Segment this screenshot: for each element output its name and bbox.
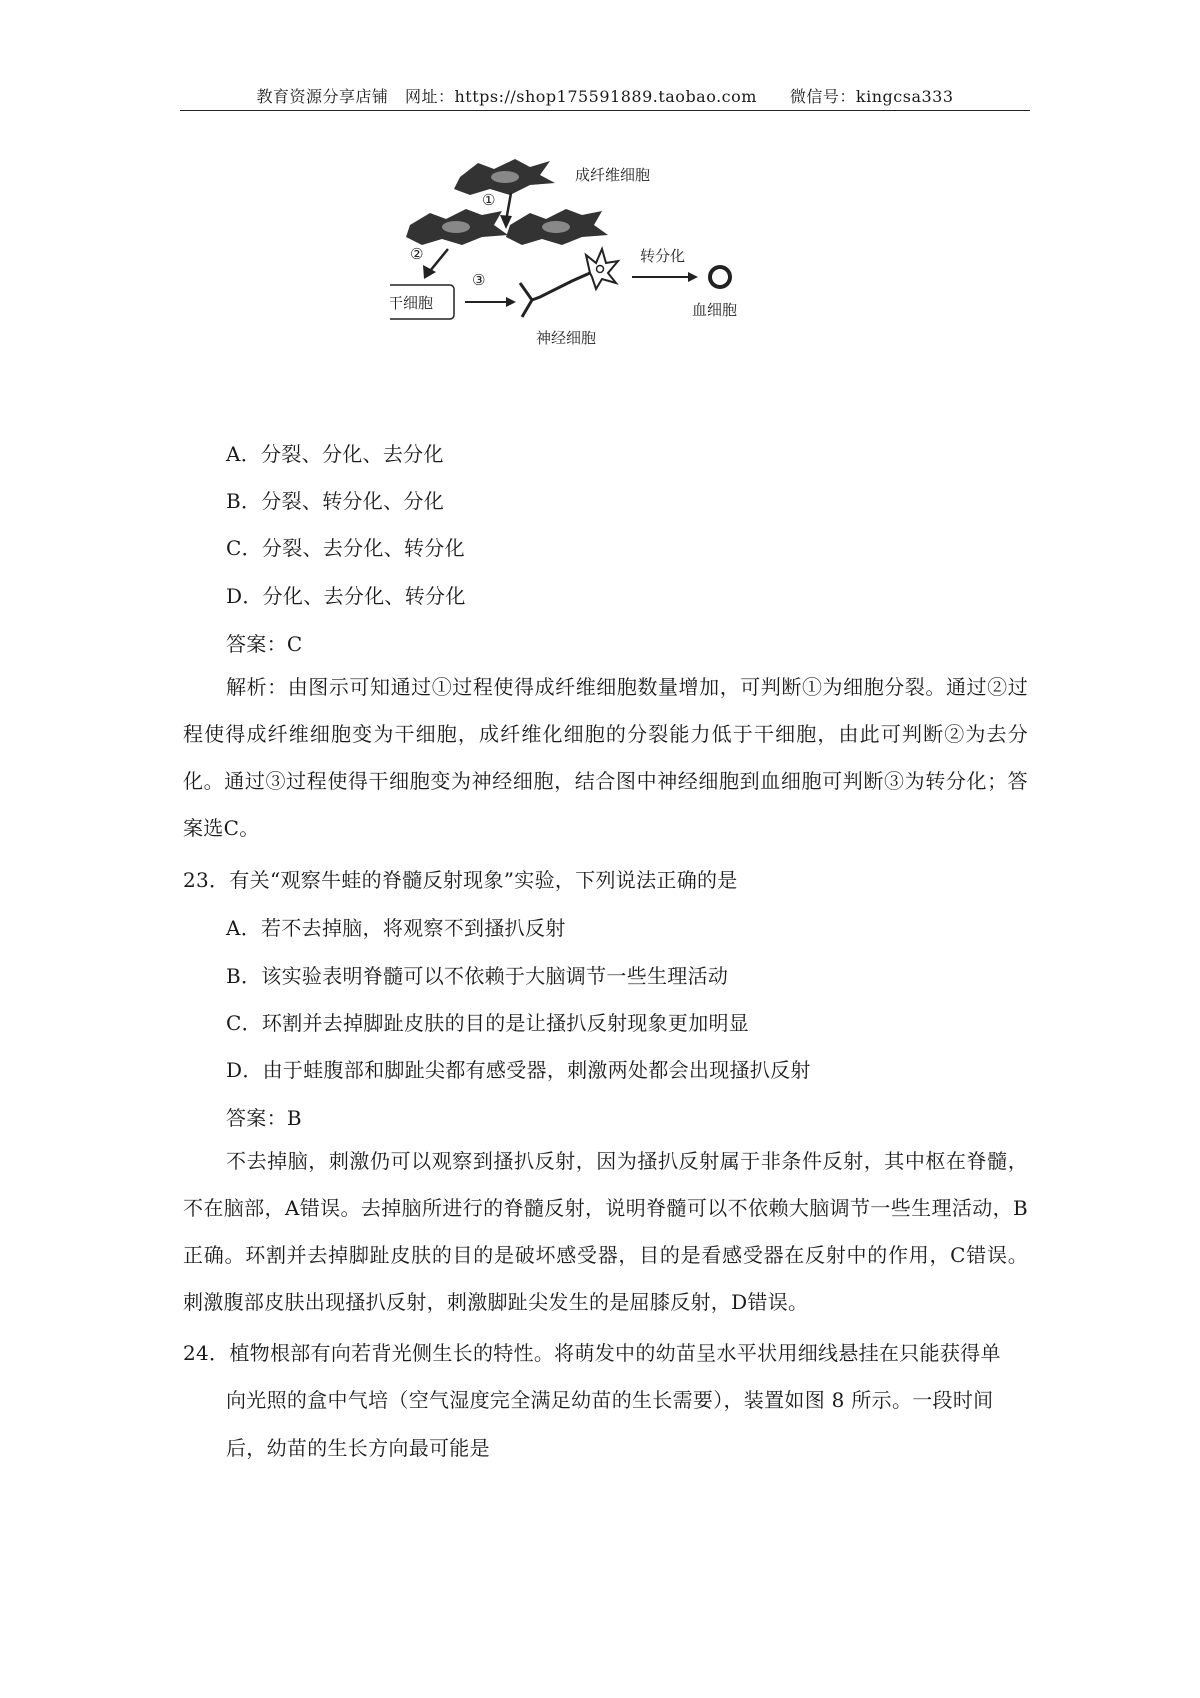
step-1-label: ①	[482, 191, 496, 209]
blood-cell-label: 血细胞	[692, 301, 738, 319]
header-divider	[180, 110, 1030, 111]
stem-cell-label: 干细胞	[390, 294, 434, 312]
q23-option-a: A．若不去掉脑，将观察不到搔扒反射	[226, 916, 566, 940]
q23-stem: 23．有关“观察牛蛙的脊髓反射现象”实验，下列说法正确的是	[183, 868, 738, 892]
q22-analysis: 解析：由图示可知通过①过程使得成纤维细胞数量增加，可判断①为细胞分裂。通过②过程使得成纤维细胞变为干细胞，成纤维化细胞的分裂能力低于干细胞，由此可判断②为去分化。通过③过程使得干细胞变为神经细胞，结合图中神经细胞到血细胞可判断③为转分化；答案选C。	[183, 675, 1028, 840]
q23-option-d: D．由于蛙腹部和脚趾尖都有感受器，刺激两处都会出现搔扒反射	[226, 1058, 811, 1082]
fibroblast-top-icon	[454, 159, 555, 195]
step-3-label: ③	[472, 271, 486, 289]
page-header: 教育资源分享店铺 网址：https://shop175591889.taobao.com 微信号：kingcsa333	[256, 87, 954, 106]
neuron-icon	[520, 249, 618, 317]
q22-option-a: A．分裂、分化、去分化	[226, 442, 444, 466]
q23-answer: 答案：B	[226, 1106, 302, 1130]
transdifferentiation-label: 转分化	[640, 247, 686, 265]
neuron-label: 神经细胞	[536, 329, 597, 347]
q23-option-b: B．该实验表明脊髓可以不依赖于大脑调节一些生理活动	[226, 964, 729, 988]
step-2-label: ②	[410, 245, 424, 263]
q22-option-b: B．分裂、转分化、分化	[226, 489, 444, 513]
q24-stem-line-3: 后，幼苗的生长方向最可能是	[226, 1436, 490, 1460]
q24-stem-line-2: 向光照的盒中气培（空气湿度完全满足幼苗的生长需要），装置如图 8 所示。一段时间	[226, 1388, 994, 1412]
diagram-svg	[390, 155, 830, 370]
q23-analysis: 不去掉脑，刺激仍可以观察到搔扒反射，因为搔扒反射属于非条件反射，其中枢在脊髓，不在脑部，A错误。去掉脑所进行的脊髓反射，说明脊髓可以不依赖大脑调节一些生理活动，B正确。环割并去掉脚趾皮肤的目的是破坏感受器，目的是看感受器在反射中的作用，C错误。刺激腹部皮肤出现搔扒反射，刺激脚趾尖发生的是屈膝反射，D错误。	[183, 1149, 1028, 1314]
q22-answer: 答案：C	[226, 632, 303, 656]
q22-option-d: D．分化、去分化、转分化	[226, 584, 466, 608]
q24-stem-line-1: 24．植物根部有向若背光侧生长的特性。将萌发中的幼苗呈水平状用细线悬挂在只能获得单	[183, 1341, 1001, 1365]
q22-option-c: C．分裂、去分化、转分化	[226, 536, 465, 560]
cell-differentiation-diagram	[390, 155, 830, 370]
q23-option-c: C．环割并去掉脚趾皮肤的目的是让搔扒反射现象更加明显	[226, 1011, 750, 1035]
blood-cell-icon	[710, 267, 730, 287]
fibroblast-label: 成纤维细胞	[575, 166, 651, 184]
fibroblast-right-icon	[506, 209, 608, 245]
fibroblast-left-icon	[406, 209, 508, 245]
